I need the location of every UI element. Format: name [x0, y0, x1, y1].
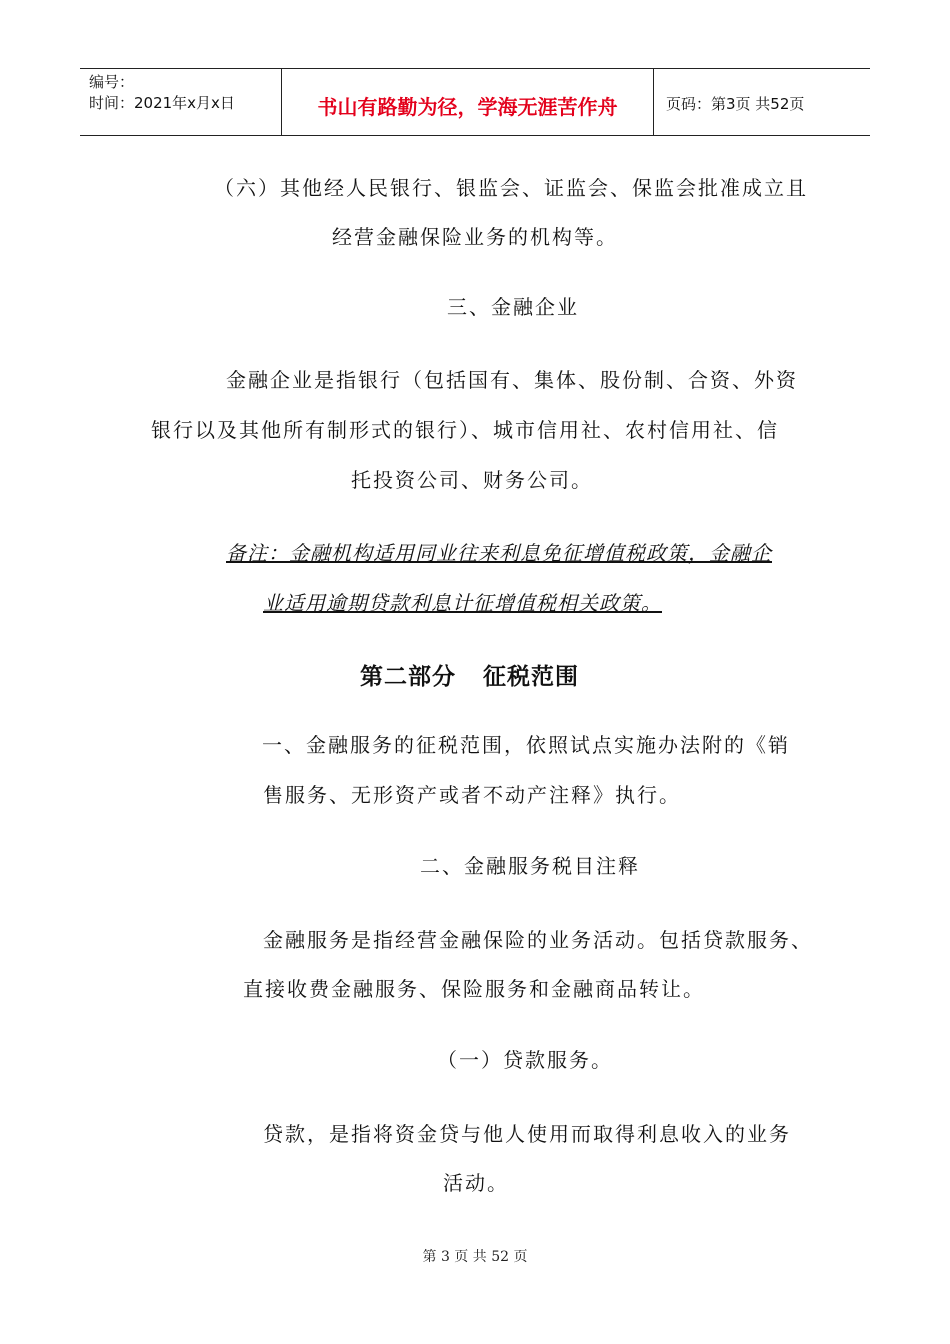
note-line: 业适用逾期贷款利息计征增值税相关政策。: [263, 591, 662, 615]
paragraph-line: 一、金融服务的征税范围，依照试点实施办法附的《销: [262, 733, 790, 757]
header-motto: 书山有路勤为径，学海无涯苦作舟: [282, 69, 654, 135]
paragraph-line: 直接收费金融服务、保险服务和金融商品转让。: [243, 977, 705, 1001]
paragraph-line: 金融服务是指经营金融保险的业务活动。包括贷款服务、: [263, 928, 813, 952]
time-label: 时间：2021年x月x日: [89, 94, 235, 112]
paragraph-line: 金融企业是指银行（包括国有、集体、股份制、合资、外资: [226, 368, 798, 392]
paragraph-line: 银行以及其他所有制形式的银行）、城市信用社、农村信用社、信: [151, 418, 779, 442]
paragraph-line: 售服务、无形资产或者不动产注释》执行。: [263, 783, 681, 807]
subsection-heading: （一）贷款服务。: [437, 1048, 613, 1072]
document-header: [80, 68, 870, 136]
section-heading: 二、金融服务税目注释: [420, 854, 640, 878]
page-footer: 第 3 页 共 52 页: [422, 1249, 528, 1265]
part-title: 第二部分 征税范围: [360, 664, 580, 690]
paragraph-line: 托投资公司、财务公司。: [351, 468, 593, 492]
paragraph-line: 活动。: [443, 1171, 509, 1195]
header-meta: [80, 69, 282, 135]
header-page-info: 页码：第3页 共52页: [666, 94, 805, 113]
paragraph-line: 经营金融保险业务的机构等。: [332, 225, 618, 249]
note-line: 备注：金融机构适用同业往来利息免征增值税政策，金融企: [226, 541, 772, 565]
paragraph-line: （六）其他经人民银行、银监会、证监会、保监会批准成立且: [214, 176, 808, 200]
section-heading: 三、金融企业: [447, 295, 579, 319]
code-label: 编号：: [89, 73, 135, 91]
paragraph-line: 贷款，是指将资金贷与他人使用而取得利息收入的业务: [263, 1122, 791, 1146]
